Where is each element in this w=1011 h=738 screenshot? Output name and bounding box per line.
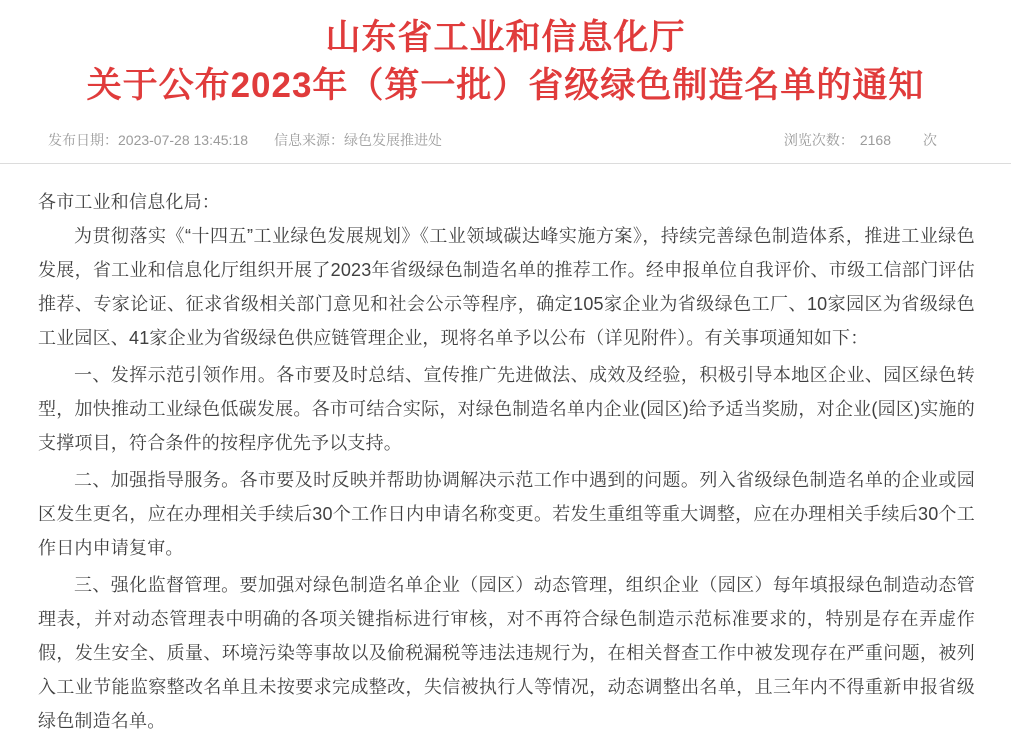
notice-paragraph: 三、强化监督管理。要加强对绿色制造名单企业（园区）动态管理，组织企业（园区）每年填报绿色制造动态管理表，并对动态管理表中明确的各项关键指标进行审核，对不再符合绿色制造示范标准要求的，特别是存在弄虚作假，发生安全、质量、环境污染等事故以及偷税漏税等违法违规行为，在相关督查工作中被发现存在严重问题，被列入工业节能监察整改名单且未按要求完成整改，失信被执行人等情况，动态调整出名单，且三年内不得重新申报省级绿色制造名单。	[38, 575, 975, 731]
page-title	[0, 0, 1011, 110]
views-unit: 次	[923, 132, 937, 148]
source-label: 信息来源：	[274, 132, 344, 148]
notice-body	[0, 172, 1011, 738]
publish-date-value: 2023-07-28 13:45:18	[118, 132, 248, 148]
meta-left	[48, 130, 442, 150]
page-title-line1: 山东省工业和信息化厅	[325, 18, 686, 57]
views-counter	[784, 130, 937, 150]
salutation: 各市工业和信息化局：	[38, 192, 220, 212]
header-divider	[0, 163, 1011, 164]
notice-paragraph: 一、发挥示范引领作用。各市要及时总结、宣传推广先进做法、成效及经验，积极引导本地区企业、园区绿色转型，加快推动工业绿色低碳发展。各市可结合实际，对绿色制造名单内企业(园区)给予适当奖励，对企业(园区)实施的支撑项目，符合条件的按程序优先予以支持。	[38, 365, 975, 453]
notice-paragraph: 为贯彻落实《“十四五”工业绿色发展规划》《工业领域碳达峰实施方案》，持续完善绿色制造体系，推进工业绿色发展，省工业和信息化厅组织开展了2023年省级绿色制造名单的推荐工作。经申报单位自我评价、市级工信部门评估推荐、专家论证、征求省级相关部门意见和社会公示等程序，确定105家企业为省级绿色工厂、10家园区为省级绿色工业园区、41家企业为省级绿色供应链管理企业，现将名单予以公布（详见附件）。有关事项通知如下：	[38, 226, 975, 348]
publish-date-label: 发布日期：	[48, 132, 118, 148]
meta-bar	[0, 130, 1011, 150]
notice-paragraph: 二、加强指导服务。各市要及时反映并帮助协调解决示范工作中遇到的问题。列入省级绿色制造名单的企业或园区发生更名，应在办理相关手续后30个工作日内申请名称变更。若发生重组等重大调整，应在办理相关手续后30个工作日内申请复审。	[38, 470, 975, 558]
views-label: 浏览次数：	[783, 132, 854, 148]
source-value: 绿色发展推进处	[344, 132, 442, 148]
views-count: 2168	[859, 132, 891, 148]
page-title-line2: 关于公布2023年（第一批）省级绿色制造名单的通知	[86, 66, 925, 105]
